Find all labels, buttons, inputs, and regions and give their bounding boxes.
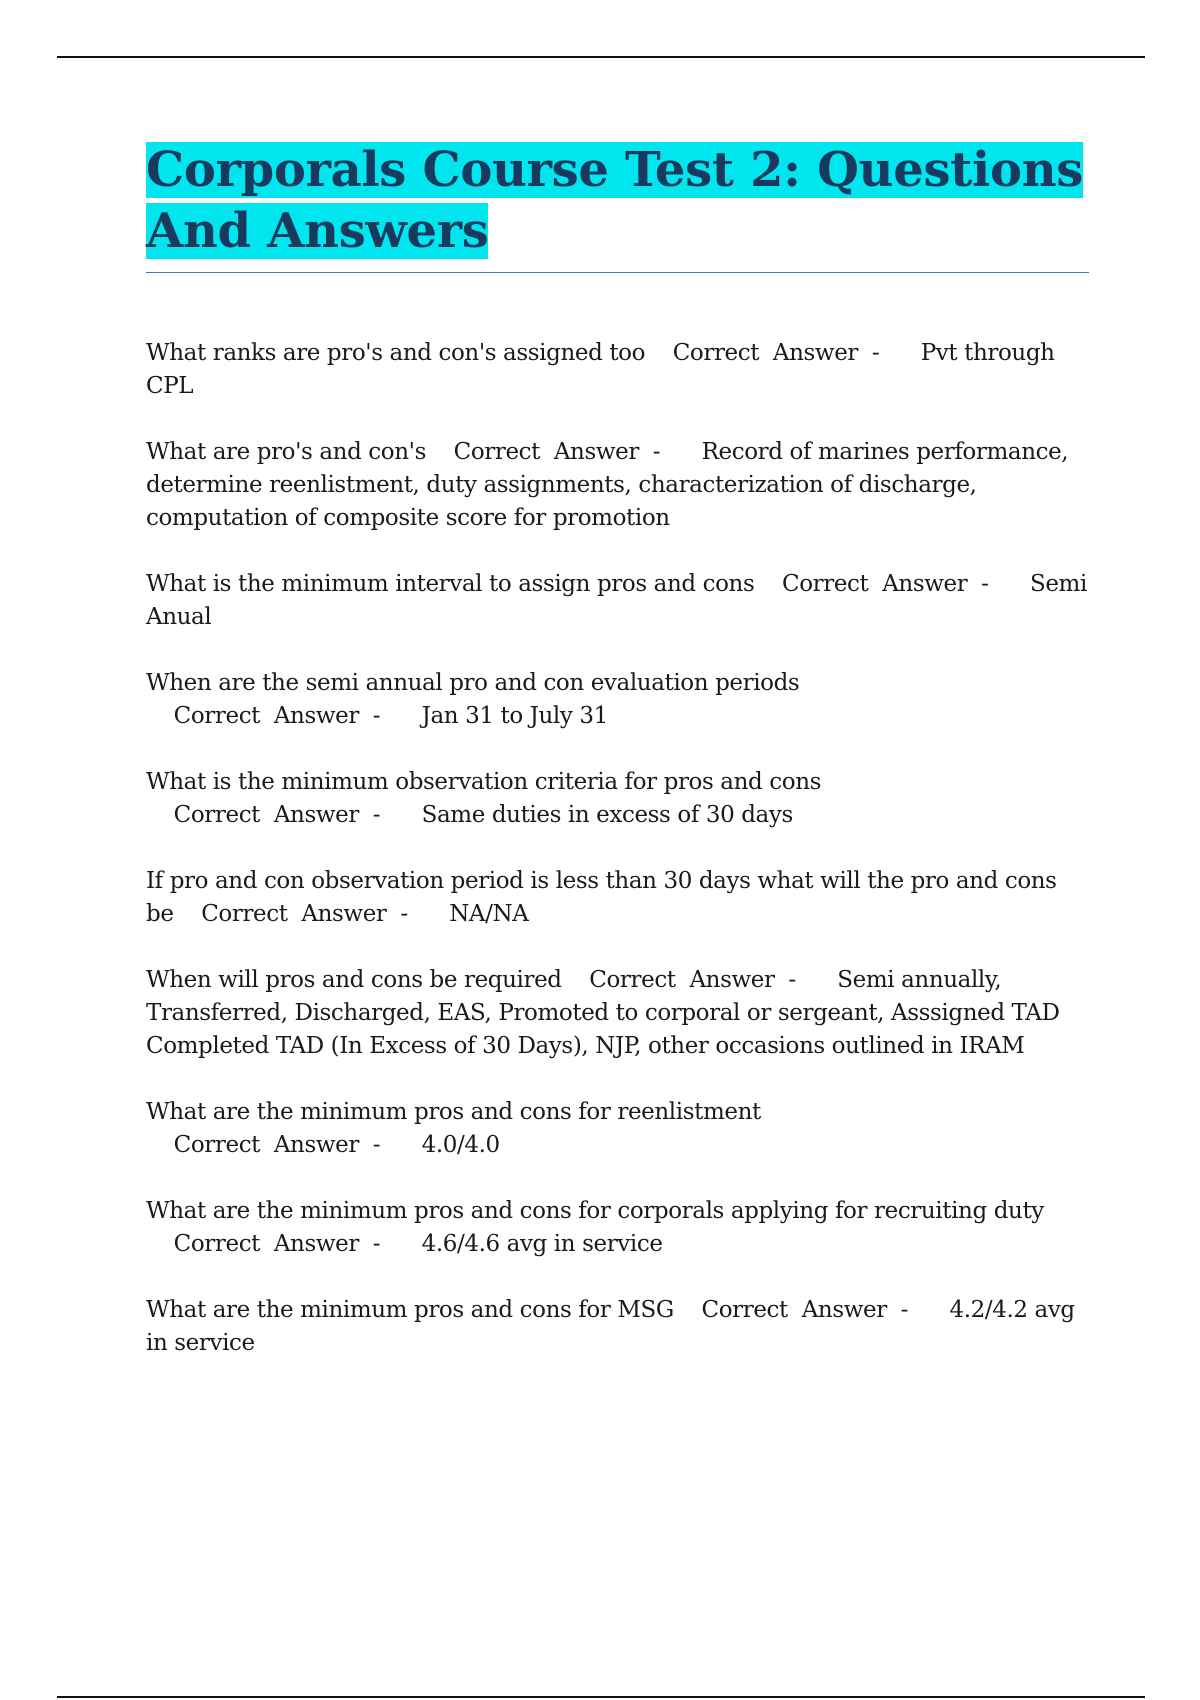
answer-text: Same duties in excess of 30 days xyxy=(421,802,793,828)
qa-list xyxy=(146,337,1091,1360)
question-text: What are the minimum pros and cons for reenlistment xyxy=(146,1099,761,1125)
answer-text: Jan 31 to July 31 xyxy=(421,703,608,729)
document-title xyxy=(146,140,1091,262)
qa-item xyxy=(146,865,1091,931)
answer-text: Semi Anual xyxy=(146,571,1087,630)
answer-text: 4.0/4.0 xyxy=(421,1132,500,1158)
question-text: What is the minimum interval to assign pros and cons xyxy=(146,571,755,597)
answer-text: 4.2/4.2 avg in service xyxy=(146,1297,1075,1356)
answer-text: NA/NA xyxy=(449,901,529,927)
qa-item xyxy=(146,1294,1091,1360)
answer-label: Correct Answer - xyxy=(701,1297,909,1323)
answer-label: Correct Answer - xyxy=(173,802,381,828)
answer-label: Correct Answer - xyxy=(453,439,661,465)
answer-text: Pvt through CPL xyxy=(146,340,1055,399)
page-bottom-rule xyxy=(57,1696,1145,1698)
question-text: If pro and con observation period is less than 30 days what will the pro and cons be xyxy=(146,868,1057,927)
document-body xyxy=(146,140,1091,1393)
answer-label: Correct Answer - xyxy=(173,703,381,729)
question-text: When will pros and cons be required xyxy=(146,967,562,993)
qa-item xyxy=(146,568,1091,634)
answer-label: Correct Answer - xyxy=(672,340,880,366)
question-text: When are the semi annual pro and con evaluation periods xyxy=(146,670,800,696)
qa-item xyxy=(146,964,1091,1063)
qa-item xyxy=(146,1096,1091,1162)
qa-item xyxy=(146,436,1091,535)
page-top-rule xyxy=(57,56,1145,58)
question-text: What are pro's and con's xyxy=(146,439,426,465)
answer-label: Correct Answer - xyxy=(201,901,408,927)
qa-item xyxy=(146,667,1091,733)
answer-label: Correct Answer - xyxy=(589,967,796,993)
question-text: What are the minimum pros and cons for corporals applying for recruiting duty xyxy=(146,1198,1044,1224)
qa-item xyxy=(146,766,1091,832)
qa-item xyxy=(146,1195,1091,1261)
answer-label: Correct Answer - xyxy=(782,571,989,597)
title-underline xyxy=(146,272,1089,273)
question-text: What are the minimum pros and cons for MSG xyxy=(146,1297,674,1323)
question-text: What ranks are pro's and con's assigned too xyxy=(146,340,646,366)
answer-text: Semi annually, Transferred, Discharged, EAS, Promoted to corporal or sergeant, Asssigned TAD Completed TAD (In Excess of 30 Days), NJP, other occasions outlined in IRAM xyxy=(146,967,1060,1059)
qa-item xyxy=(146,337,1091,403)
answer-text: Record of marines performance, determine reenlistment, duty assignments, characterization of discharge, computation of composite score for promotion xyxy=(146,439,1069,531)
answer-label: Correct Answer - xyxy=(173,1231,381,1257)
answer-label: Correct Answer - xyxy=(173,1132,381,1158)
answer-text: 4.6/4.6 avg in service xyxy=(421,1231,663,1257)
question-text: What is the minimum observation criteria for pros and cons xyxy=(146,769,822,795)
document-title-highlight: Corporals Course Test 2: Questions And Answers xyxy=(146,142,1084,259)
